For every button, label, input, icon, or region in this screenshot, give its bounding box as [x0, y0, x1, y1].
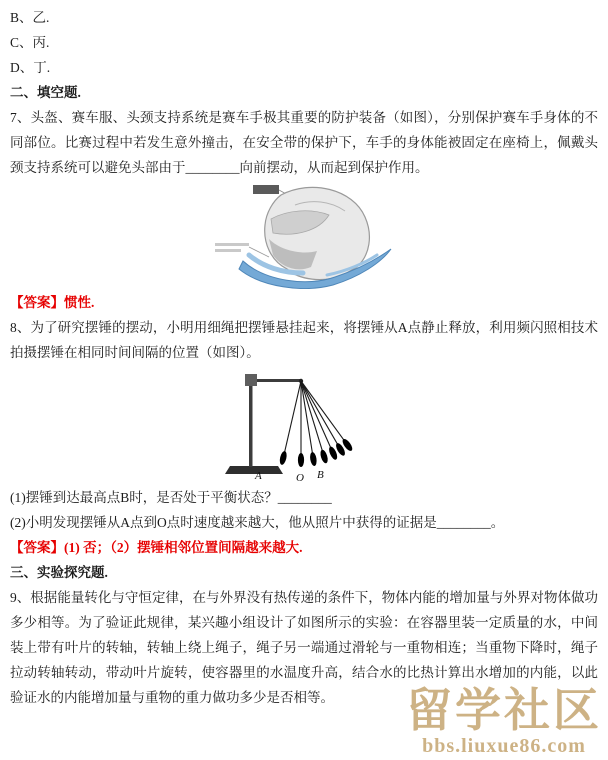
question-8-answer: 【答案】(1) 否；（2）摆锤相邻位置间隔越来越大. [10, 540, 303, 555]
question-9-text: 9、根据能量转化与守恒定律，在与外界没有热传递的条件下，物体内能的增加量与外界对物体做功多少相等。为了验证此规律，某兴趣小组设计了如图所示的实验：在容器里装一定质量的水，中间装上带有叶片的转轴，转轴上绕上绳子，绳子另一端通过滑轮与一重物相连；当重物下降时，绳子拉动转轴转动，带动叶片旋转，使容器里的水温度升高，结合水的比热计算出水增加的内能，以此验证水的内能增加量与重物的重力做功多少是否相等。 [10, 590, 598, 705]
pendulum-figure-icon [219, 366, 389, 484]
figure-annotation [215, 249, 241, 252]
option-c: C、丙. [10, 35, 50, 50]
label-A: A [255, 470, 262, 482]
option-b: B、乙. [10, 10, 50, 25]
question-8-text: 8、为了研究摆锤的摆动，小明用细绳把摆锤悬挂起来，将摆锤从A点静止释放，利用频闪照相技术拍摄摆锤在相同时间间隔的位置（如图）。 [10, 320, 598, 360]
question-7-answer: 【答案】惯性. [10, 295, 95, 310]
question-8-part2: (2)小明发现摆锤从A点到O点时速度越来越大，他从照片中获得的证据是________。 [10, 515, 505, 530]
pendulum-positions [279, 379, 354, 467]
label-B: B [317, 469, 324, 481]
section-title-experiment: 三、实验探究题. [10, 565, 108, 580]
question-7-figure [10, 181, 598, 289]
watermark-site: bbs.liuxue86.com [422, 735, 586, 757]
stand-base [225, 466, 283, 474]
watermark-title: 留学社区 [406, 684, 602, 736]
figure-annotation [215, 243, 249, 246]
section-title-fill-in: 二、填空题. [10, 85, 81, 100]
question-7-text: 7、头盔、赛车服、头颈支持系统是赛车手极其重要的防护装备（如图），分别保护赛车手身体的不同部位。比赛过程中若发生意外撞击，在安全带的保护下，车手的身体能被固定在座椅上，佩戴头颈支持系统可以避免头部由于________向前摆动，从而起到保护作用。 [10, 110, 598, 175]
helmet-figure-icon [207, 181, 402, 289]
question-8-part1: (1)摆锤到达最高点B时，是否处于平衡状态？________ [10, 490, 332, 505]
label-O: O [296, 472, 304, 484]
stand-pole [249, 376, 253, 467]
question-8-figure [10, 366, 598, 484]
stand-clamp [245, 374, 257, 386]
option-d: D、丁. [10, 60, 51, 75]
figure-annotation [253, 185, 279, 194]
